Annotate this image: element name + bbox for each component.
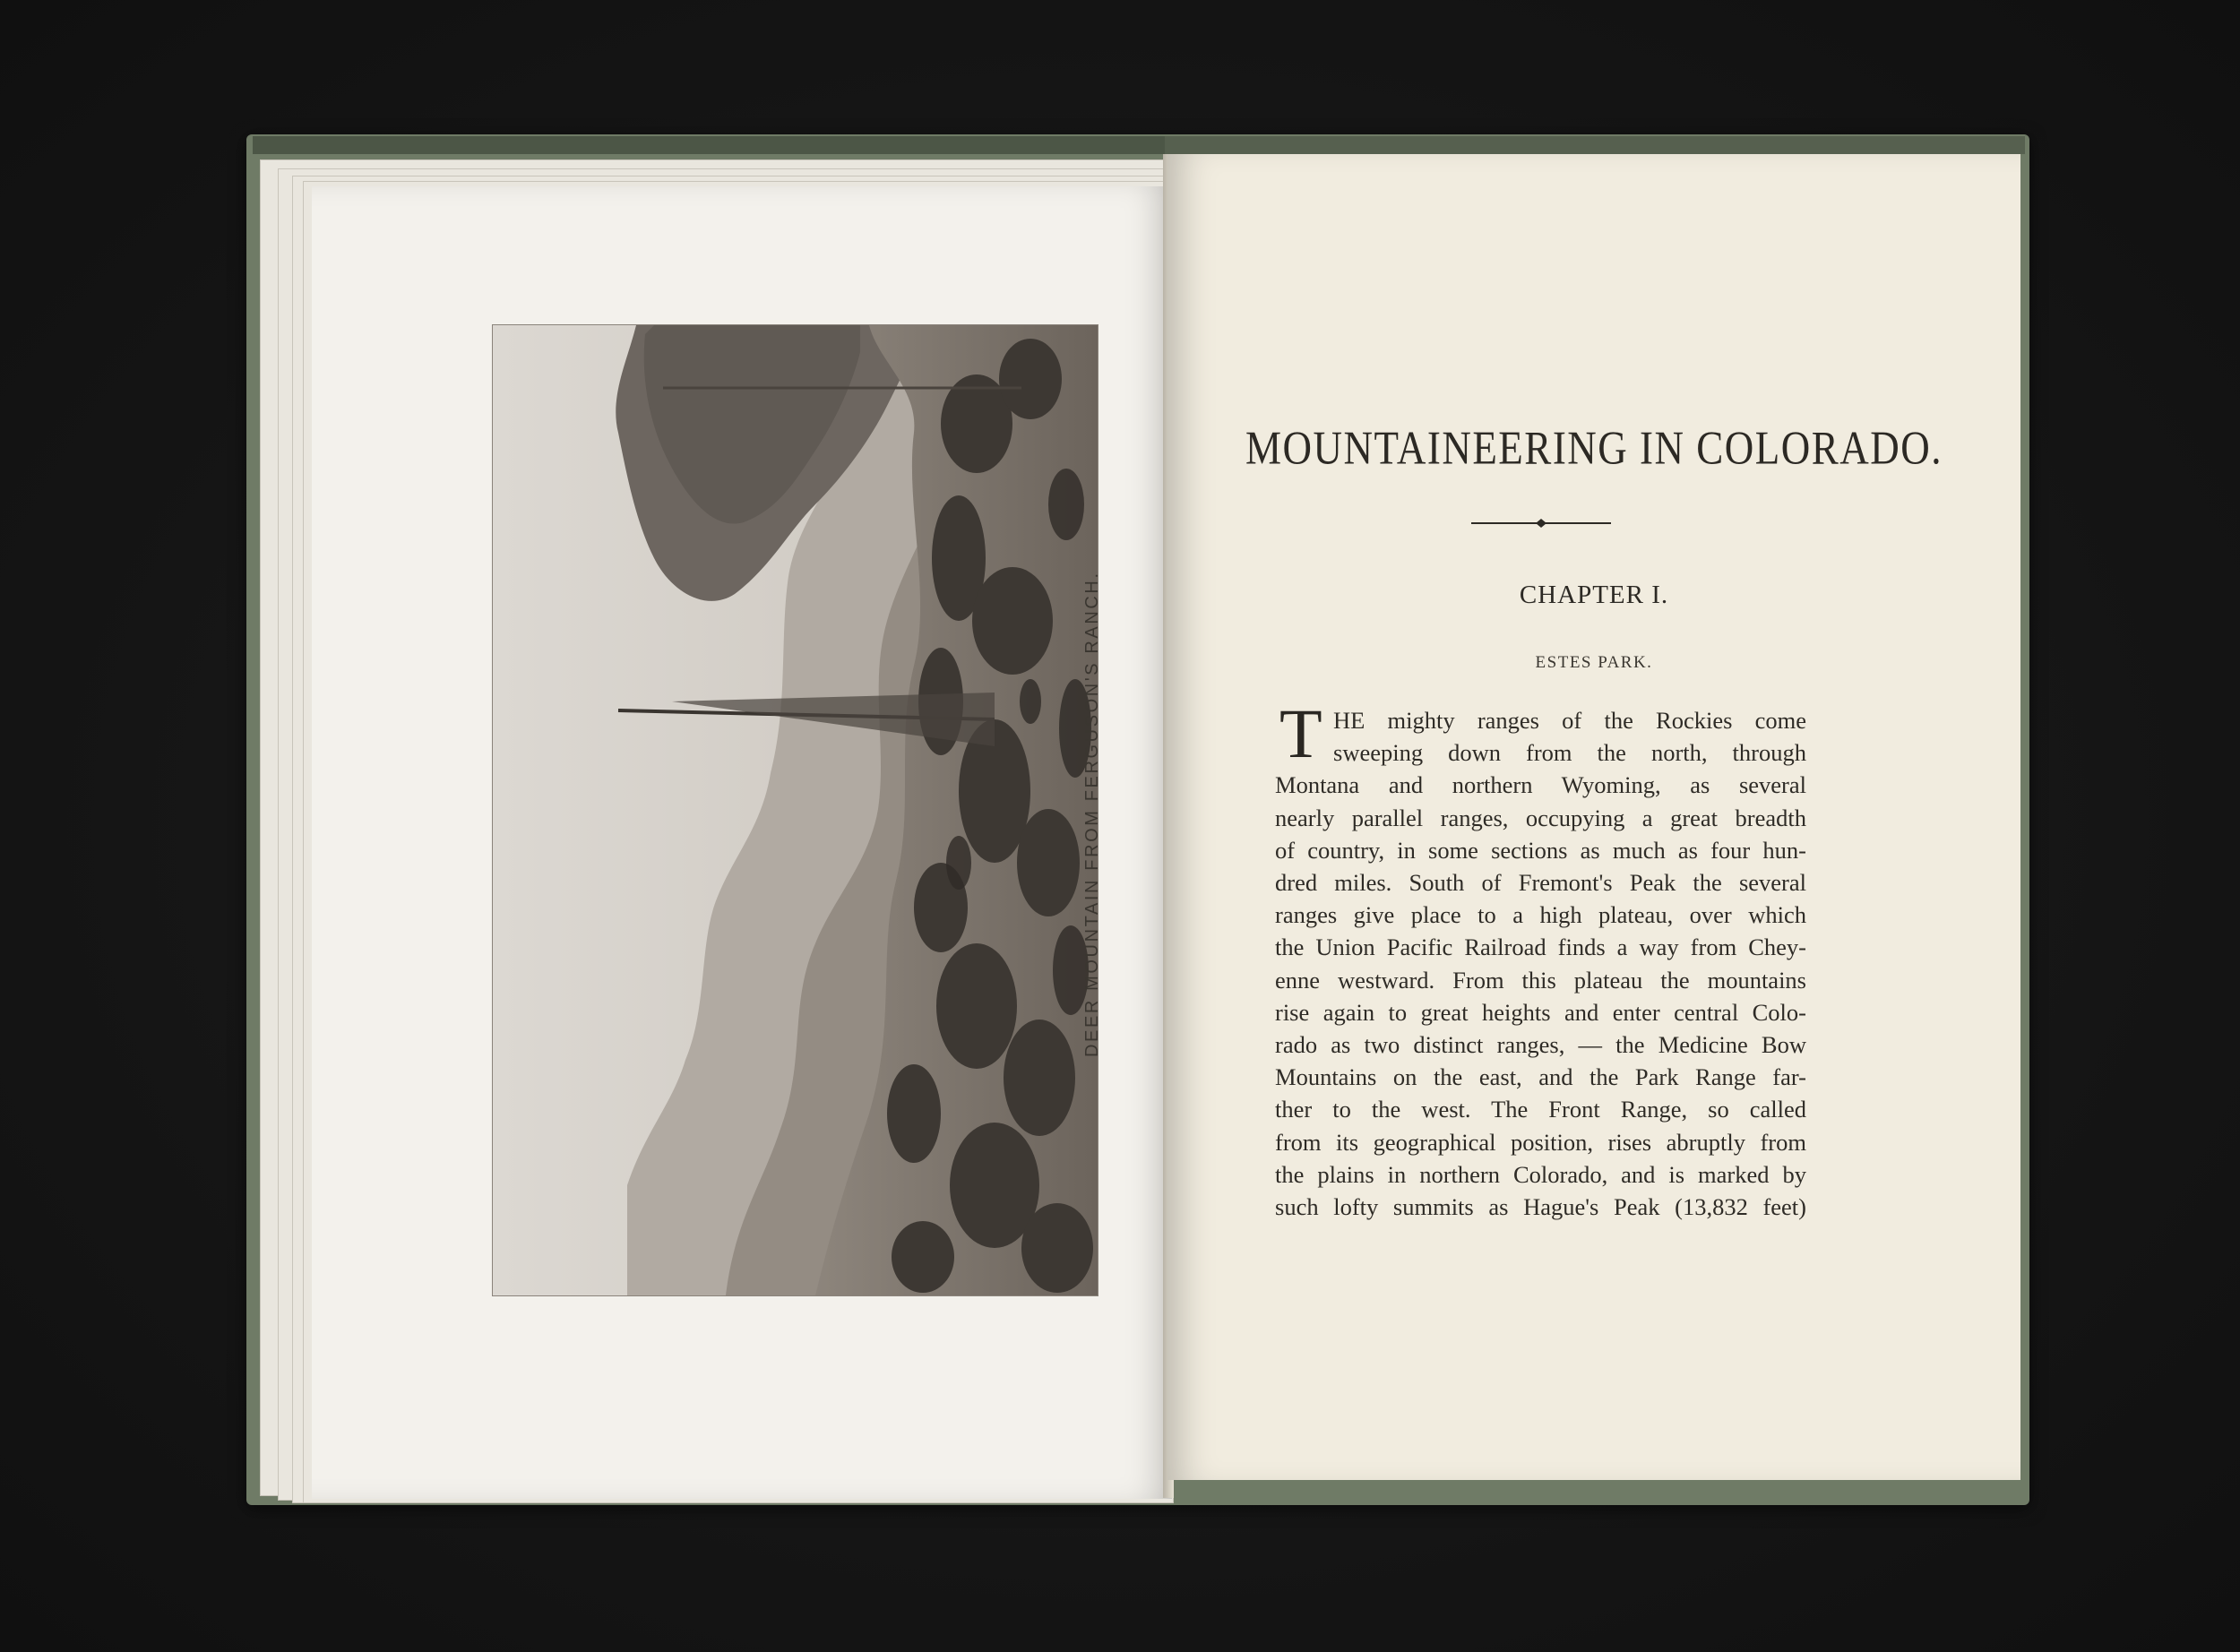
body-text: [1275, 704, 1806, 1223]
text-line: ther to the west. The Front Range, so called: [1275, 1096, 1806, 1123]
text-line: Montana and northern Wyoming, as several: [1275, 771, 1806, 799]
text-line: nearly parallel ranges, occupying a great breadth: [1275, 804, 1806, 831]
text-line: Mountains on the east, and the Park Range far-: [1275, 1063, 1806, 1091]
text-line: dred miles. South of Fremont's Peak the several: [1275, 869, 1806, 897]
text-line: HE mighty ranges of the Rockies come: [1333, 707, 1806, 734]
text-line: of country, in some sections as much as four hun-: [1275, 836, 1806, 864]
text-line: rise again to great heights and enter central Colo-: [1275, 998, 1806, 1026]
text-line: enne westward. From this plateau the mountains: [1275, 966, 1806, 994]
text-line: the plains in northern Colorado, and is marked by: [1275, 1160, 1806, 1188]
chapter-heading: CHAPTER I.: [1519, 581, 1669, 609]
divider-ornament: [1469, 516, 1613, 530]
text-line: sweeping down from the north, through: [1333, 739, 1806, 767]
cover-edge-left: [253, 136, 1167, 154]
text-line: from its geographical position, rises abruptly from: [1275, 1128, 1806, 1156]
cover-edge-right: [1165, 136, 2025, 154]
text-line: the Union Pacific Railroad finds a way from Chey-: [1275, 934, 1806, 961]
landscape-plate: [493, 325, 1098, 1295]
text-line: such lofty summits as Hague's Peak (13,832 feet): [1275, 1193, 1806, 1221]
text-line: rado as two distinct ranges, — the Medicine Bow: [1275, 1031, 1806, 1059]
drop-cap: T: [1279, 694, 1322, 772]
book-title: MOUNTAINEERING IN COLORADO.: [1245, 421, 1943, 475]
text-line: ranges give place to a high plateau, over which: [1275, 901, 1806, 929]
landscape-illustration: [493, 325, 1098, 1295]
plate-caption: DEER MOUNTAIN FROM FERGUSON'S RANCH.: [1082, 571, 1102, 1057]
section-heading: ESTES PARK.: [1535, 653, 1653, 672]
